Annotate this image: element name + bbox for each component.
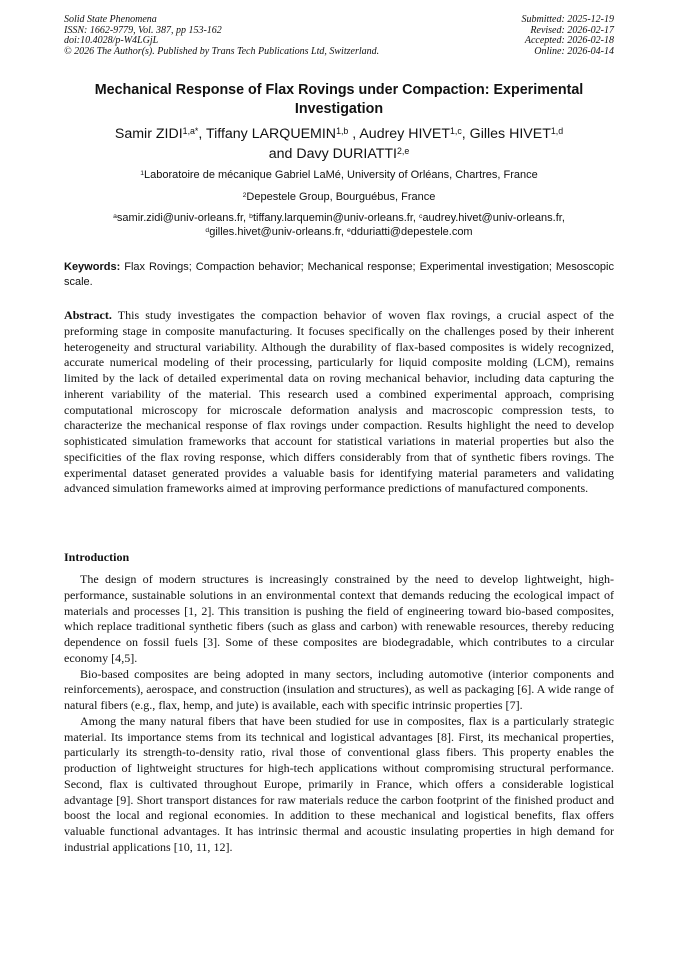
email-sup: c <box>419 212 423 220</box>
keywords-label: Keywords: <box>64 261 121 273</box>
email-sup: a <box>113 212 117 220</box>
email-link[interactable]: audrey.hivet@univ-orleans.fr <box>422 212 562 224</box>
keywords-text: Flax Rovings; Compaction behavior; Mechanical response; Experimental investigation; Mesoscopic scale. <box>64 261 614 288</box>
email-list: $^a$samir.zidi@univ-orleans.fr, $^b$tiffany.larquemin@univ-orleans.fr, $^c$audrey.hivet@univ-orleans.fr, $^d$gilles.hivet@univ-orleans.fr, $^e$dduriatti@depestele.com <box>113 212 565 239</box>
affiliation <box>40 190 638 204</box>
journal-header-right <box>522 15 615 57</box>
email-link[interactable]: tiffany.larquemin@univ-orleans.fr <box>252 212 413 224</box>
email-sup: b <box>249 212 253 220</box>
affiliation-text: Depestele Group, Bourguébus, France <box>246 191 436 203</box>
revised-date: Revised: 2026-02-17 <box>530 24 614 36</box>
email-link[interactable]: gilles.hivet@univ-orleans.fr <box>209 226 341 239</box>
journal-name: Solid State Phenomena <box>64 14 157 25</box>
author-sup: 1,c <box>450 126 462 137</box>
author-sup: 2,e <box>397 146 410 157</box>
author-name: Audrey HIVET <box>359 126 451 142</box>
paper-title: Mechanical Response of Flax Rovings under Compaction: Experimental Investigation <box>94 82 584 117</box>
abstract-label: Abstract. <box>64 308 112 322</box>
author-name: Samir ZIDI <box>114 126 183 142</box>
email-sup: d <box>205 227 210 235</box>
author-name: Gilles HIVET <box>469 126 551 142</box>
email-link[interactable]: samir.zidi@univ-orleans.fr <box>116 212 244 224</box>
affiliation-sup: 2 <box>242 191 247 199</box>
affiliation-sup: 1 <box>140 169 145 177</box>
introduction-body <box>64 572 614 856</box>
author-name: Davy DURIATTI <box>296 146 398 162</box>
affiliation-text: Laboratoire de mécanique Gabriel LaMé, University of Orléans, Chartres, France <box>144 169 538 181</box>
journal-header-left <box>64 15 379 57</box>
online-date: Online: 2026-04-14 <box>534 45 614 57</box>
author-sup: 1,a* <box>182 126 199 137</box>
paragraph: Among the many natural fibers that have been studied for use in composites, flax is a particularly strategic material. Its importance stems from its technical and logistical advantages [8]. First, its mechanical properties, particularly its strength-to-density ratio, rival those of conventional glass fibers. This property enables the production of lightweight structures for high-tech applications without compromising structural performance. Second, flax is cultivated throughout Europe, primarily in France, which offers a considerable logistical advantage [9]. Short transport distances for raw materials reduce the carbon footprint of the finished product and boost the local and regional economies. In addition to these mechanical and logistical benefits, flax offers valuable functional advantages. It has intrinsic thermal and acoustic insulating properties in high demand for industrial applications [10, 11, 12]. <box>64 713 614 854</box>
affiliation <box>40 168 638 182</box>
email-link[interactable]: dduriatti@depestele.com <box>350 226 473 239</box>
issn-volume: ISSN: 1662-9779, Vol. 387, pp 153-162 <box>64 24 222 36</box>
paragraph: Bio-based composites are being adopted in many sectors, including automotive (interior components and reinforcements), aerospace, and construction (insulation and structures), as well as packaging [6]. A wide range of natural fibers (e.g., flax, hemp, and jute) is available, each with specific intrinsic properties [7]. <box>64 666 614 712</box>
copyright: © 2026 The Author(s). Published by Trans Tech Publications Ltd, Switzerland. <box>64 45 380 57</box>
accepted-date: Accepted: 2026-02-18 <box>524 35 614 47</box>
author-name: Tiffany LARQUEMIN <box>205 126 337 142</box>
author-list: Samir $ZIDI^{1,a*}$, Tiffany LARQUEMIN$^{1,b}$ , Audrey HIVET$^{1,c}$, Gilles HIVET$^{1,d}$ and Davy DURIATTI$^{2,e}$ <box>114 126 564 162</box>
author-sup: 1,d <box>550 126 564 137</box>
abstract <box>64 308 614 497</box>
section-heading-introduction: Introduction <box>64 550 130 564</box>
abstract-text: This study investigates the compaction behavior of woven flax rovings, a crucial aspect of the preforming stage in composite manufacturing. It focuses specifically on the challenges posed by their inherent heterogeneity and structural variability. Although the durability of flax-based composites is widely recognized, accurate numerical modeling of their processing, particularly for liquid composite molding (LCM), remains limited by the lack of detailed experimental data on roving mechanical behavior, including data capturing the inherent variability of the material. This research used a combined experimental approach, comprising computational microscopy for microscale deformation analysis and macroscopic compression tests, to characterize the mechanical response of flax rovings under compaction. Results highlight the need to develop sophisticated simulation frameworks that account for statistical variations in material properties but also the specificities of the flax roving response, which differs considerably from that of synthetic fibers rovings. The experimental dataset generated provides a valuable basis for identifying material parameters and validating advanced simulation frameworks aimed at improving performance predictions of manufactured components. <box>64 308 614 496</box>
submitted-date: Submitted: 2025-12-19 <box>521 14 614 25</box>
paragraph: The design of modern structures is increasingly constrained by the need to develop lightweight, high-performance, sustainable solutions in an environmental context that demands reducing the ecological impact of materials and processes [1, 2]. This transition is pushing the field of engineering toward bio-based composites, which replace traditional synthetic fibers (such as glass and carbon) with renewable resources, thereby reducing dependence on fossil fuels [3]. Some of these composites are biodegradable, which contributes to a circular economy [4,5]. <box>64 572 614 665</box>
keywords <box>64 260 614 290</box>
author-sup: 1,b <box>336 126 349 137</box>
doi: doi:10.4028/p-W4LGjL <box>64 35 159 47</box>
email-sup: e <box>346 227 351 235</box>
